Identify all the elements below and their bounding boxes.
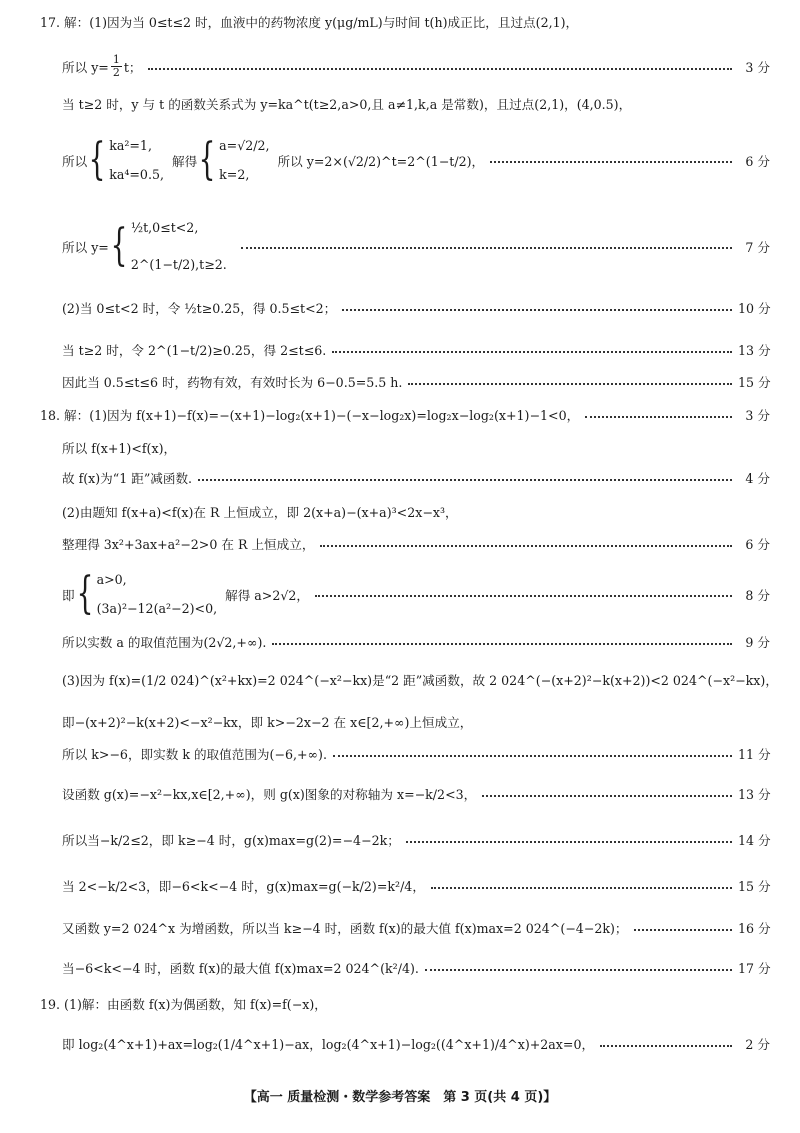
inequality-system: { a>0, (3a)²−12(a²−2)<0, bbox=[76, 568, 218, 619]
fraction: $\frac{1}{2}$ bbox=[112, 53, 120, 79]
dot-leader bbox=[241, 247, 732, 249]
q17-line7: 当 t≥2 时，令 2^(1−t/2)≥0.25，得 2≤t≤6. 13 分 bbox=[62, 340, 770, 359]
dot-leader bbox=[408, 383, 732, 385]
score: 4 分 bbox=[745, 471, 770, 486]
score: 3 分 bbox=[745, 408, 770, 423]
q17-line4: 所以 { ka²=1, ka⁴=0.5, 解得 { a=√2/2, k=2, 所以 y=2×(√2/2)^t=2^(1−t/2)， 6 分 bbox=[62, 134, 770, 185]
dot-leader bbox=[600, 1045, 732, 1047]
equation-system: { ka²=1, ka⁴=0.5, bbox=[88, 134, 164, 185]
q18-line14: 又函数 y=2 024^x 为增函数，所以当 k≥−4 时，函数 f(x)的最大值 f(x)max=2 024^(−4−2k)； 16 分 bbox=[62, 918, 770, 937]
q18-line11: 设函数 g(x)=−x²−kx,x∈[2,+∞)，则 g(x)图象的对称轴为 x=−k/2<3， 13 分 bbox=[62, 784, 770, 803]
score: 13 分 bbox=[738, 343, 771, 358]
score: 2 分 bbox=[745, 1037, 770, 1052]
score: 6 分 bbox=[745, 537, 770, 552]
q18-line7: 所以实数 a 的取值范围为(2√2,+∞). 9 分 bbox=[62, 632, 770, 651]
q17-line8: 因此当 0.5≤t≤6 时，药物有效，有效时长为 6−0.5=5.5 h. 15 分 bbox=[62, 372, 770, 391]
dot-leader bbox=[482, 795, 732, 797]
q18-line4: (2)由题知 f(x+a)<f(x)在 R 上恒成立，即 2(x+a)−(x+a)³<2x−x³， bbox=[62, 505, 458, 520]
score: 11 分 bbox=[738, 747, 771, 762]
q18-line12: 所以当−k/2≤2，即 k≥−4 时，g(x)max=g(2)=−4−2k； 14 分 bbox=[62, 830, 770, 849]
dot-leader bbox=[490, 161, 732, 163]
score: 9 分 bbox=[745, 635, 770, 650]
score: 3 分 bbox=[745, 60, 770, 75]
piecewise-function: { ½t,0≤t<2, 2^(1−t/2),t≥2. bbox=[110, 220, 227, 272]
q17-intro: 17. 解：(1)因为当 0≤t≤2 时，血液中的药物浓度 y(μg/mL)与时间 t(h)成正比，且过点(2,1)， bbox=[40, 15, 579, 30]
page-footer: 【高一 质量检测・数学参考答案 第 3 页(共 4 页)】 bbox=[243, 1090, 557, 1105]
score: 15 分 bbox=[738, 879, 771, 894]
q19-line2: 即 log₂(4^x+1)+ax=log₂(1/4^x+1)−ax，log₂(4^x+1)−log₂((4^x+1)/4^x)+2ax=0， 2 分 bbox=[62, 1034, 770, 1053]
dot-leader bbox=[585, 416, 732, 418]
solution-system: { a=√2/2, k=2, bbox=[198, 134, 270, 185]
dot-leader bbox=[320, 545, 732, 547]
q17-line3: 当 t≥2 时，y 与 t 的函数关系式为 y=ka^t(t≥2,a>0,且 a≠1,k,a 是常数)，且过点(2,1)，(4,0.5)， bbox=[62, 97, 632, 112]
dot-leader bbox=[634, 929, 733, 931]
dot-leader bbox=[342, 309, 732, 311]
dot-leader bbox=[333, 755, 732, 757]
q18-line6: 即 { a>0, (3a)²−12(a²−2)<0, 解得 a>2√2， 8 分 bbox=[62, 568, 770, 619]
dot-leader bbox=[406, 841, 732, 843]
dot-leader bbox=[148, 68, 732, 70]
q17-line5: 所以 y= { ½t,0≤t<2, 2^(1−t/2),t≥2. 7 分 bbox=[62, 220, 770, 272]
score: 13 分 bbox=[738, 787, 771, 802]
dot-leader bbox=[198, 479, 732, 481]
q18-line13: 当 2<−k/2<3，即−6<k<−4 时，g(x)max=g(−k/2)=k²/4， 15 分 bbox=[62, 876, 770, 895]
dot-leader bbox=[315, 595, 732, 597]
score: 8 分 bbox=[745, 587, 770, 603]
q17-line6: (2)当 0≤t<2 时，令 ½t≥0.25，得 0.5≤t<2； 10 分 bbox=[62, 298, 770, 317]
score: 7 分 bbox=[745, 239, 770, 255]
q18-line8: (3)因为 f(x)=(1/2 024)^(x²+kx)=2 024^(−x²−kx)是“2 距”减函数，故 2 024^(−(x+2)²−k(x+2))<2 024^(−x²−kx)， bbox=[62, 673, 778, 688]
q18-line10: 所以 k>−6，即实数 k 的取值范围为(−6,+∞). 11 分 bbox=[62, 744, 770, 763]
q18-line3: 故 f(x)为“1 距”减函数. 4 分 bbox=[62, 468, 770, 487]
dot-leader bbox=[272, 643, 732, 645]
score: 16 分 bbox=[738, 921, 771, 936]
q19-line1: 19. (1)解：由函数 f(x)为偶函数，知 f(x)=f(−x)， bbox=[40, 997, 327, 1012]
q18-line15: 当−6<k<−4 时，函数 f(x)的最大值 f(x)max=2 024^(k²/4). 17 分 bbox=[62, 958, 770, 977]
score: 17 分 bbox=[738, 961, 771, 976]
score: 14 分 bbox=[738, 833, 771, 848]
q18-line5: 整理得 3x²+3ax+a²−2>0 在 R 上恒成立， 6 分 bbox=[62, 534, 770, 553]
score: 6 分 bbox=[745, 153, 770, 169]
q18-line2: 所以 f(x+1)<f(x)， bbox=[62, 441, 177, 456]
q18-line1: 18. 解：(1)因为 f(x+1)−f(x)=−(x+1)−log₂(x+1)−(−x−log₂x)=log₂x−log₂(x+1)−1<0， 3 分 bbox=[40, 405, 770, 424]
dot-leader bbox=[332, 351, 732, 353]
dot-leader bbox=[425, 969, 732, 971]
q18-line9: 即−(x+2)²−k(x+2)<−x²−kx，即 k>−2x−2 在 x∈[2,+∞)上恒成立， bbox=[62, 715, 473, 730]
score: 15 分 bbox=[738, 375, 771, 390]
score: 10 分 bbox=[738, 301, 771, 316]
q17-line2: 所以 y= $\frac{1}{2}$ t； 3 分 bbox=[62, 53, 770, 79]
dot-leader bbox=[431, 887, 732, 889]
